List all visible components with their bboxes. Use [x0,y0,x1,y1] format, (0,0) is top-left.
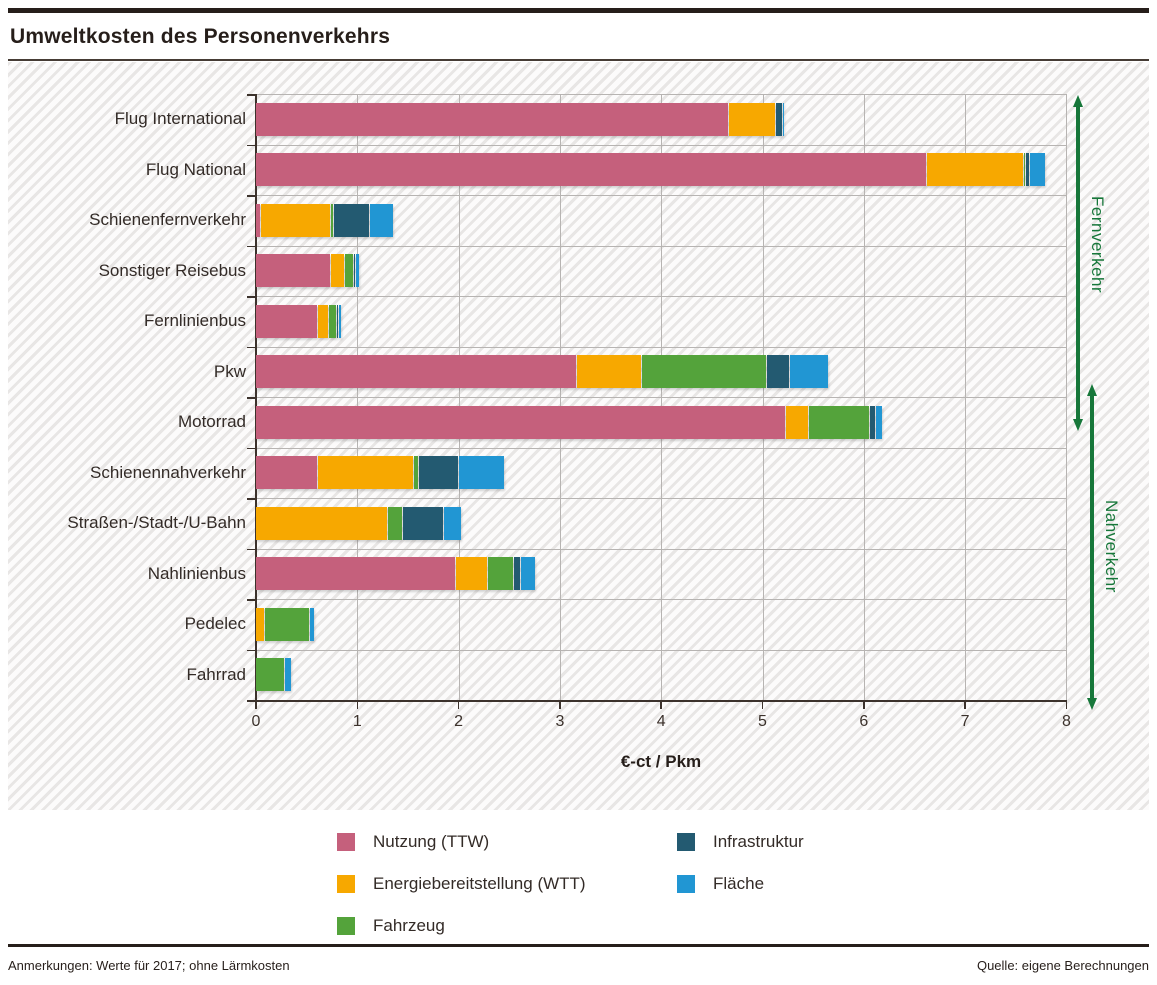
category-label: Pedelec [184,614,246,634]
bar-pedelec [256,608,315,641]
bar-segment [488,557,513,590]
bar-segment [318,456,413,489]
legend-label: Fläche [713,874,765,893]
bar-segment [318,305,328,338]
bar-segment [370,204,392,237]
category-label: Flug International [114,109,246,129]
y-axis-tick [247,246,255,248]
bar-segment [345,254,353,287]
page-title: Umweltkosten des Personenverkehrs [10,25,391,48]
bar-segment [414,456,418,489]
category-label: Fernlinienbus [143,311,246,331]
bar-segment [642,355,766,388]
legend-label: Nutzung (TTW) [373,832,490,851]
bar-flug-international [256,103,785,136]
bar-pkw [256,355,829,388]
bar-fernlinienbus [256,305,342,338]
category-label: Sonstiger Reisebus [98,260,246,280]
x-tick-label: 1 [352,713,362,730]
x-tick-label: 0 [251,713,261,730]
bar-nahlinienbus [256,557,536,590]
bar-segment [456,557,487,590]
category-label: Nahlinienbus [147,563,246,583]
y-axis-tick [247,700,255,702]
x-tick-label: 2 [454,713,464,730]
bar-flug-national [256,153,1046,186]
bar-segment [256,406,785,439]
bar-segment [776,103,782,136]
legend-swatch [337,875,355,893]
bar-segment [514,557,520,590]
bar-segment [265,608,309,641]
x-axis-tick [458,700,460,709]
bar-segment [256,153,926,186]
legend-label: Fahrzeug [373,916,445,935]
y-axis-tick [247,498,255,500]
bar-schienenfernverkehr [256,204,394,237]
bar-segment [786,406,808,439]
bar-segment [809,406,869,439]
bar-segment [790,355,829,388]
legend-label: Infrastruktur [713,832,804,851]
y-axis-tick [247,650,255,652]
legend-swatch [677,875,695,893]
bar-stra-en-stadt-u-bahn [256,507,462,540]
legend-swatch [337,917,355,935]
y-axis-tick [247,599,255,601]
annotation-arrow-shaft [1090,393,1094,701]
x-axis-tick [255,700,257,709]
bar-segment [339,305,341,338]
legend-item [677,874,764,894]
bar-segment [329,305,336,338]
y-axis-tick [247,94,255,96]
bar-segment [521,557,534,590]
bar-segment [577,355,641,388]
bar-fahrrad [256,658,292,691]
x-axis-title: €-ct / Pkm [620,752,702,771]
y-axis-tick [247,397,255,399]
annotation-label: Nahverkehr [1102,500,1121,593]
x-axis-tick [559,700,561,709]
legend-swatch [677,833,695,851]
annotation-arrow-shaft [1076,104,1080,422]
x-axis-tick [762,700,764,709]
bar-segment [459,456,505,489]
x-tick-label: 8 [1061,713,1071,730]
legend-item [677,832,804,852]
bar-segment [256,658,284,691]
category-label: Pkw [213,361,246,381]
x-tick-label: 3 [555,713,565,730]
annotation-arrowhead-down [1087,698,1097,710]
bar-segment [310,608,314,641]
category-label: Schienenfernverkehr [89,210,246,230]
bar-segment [1024,153,1025,186]
bar-segment [337,305,338,338]
bar-segment [783,103,784,136]
bar-segment [256,103,728,136]
legend-item [337,916,445,936]
x-tick-label: 7 [960,713,970,730]
annotation-arrowhead-up [1073,95,1083,107]
bar-segment [256,305,317,338]
bar-segment [767,355,789,388]
bar-segment [256,507,387,540]
bar-segment [256,254,330,287]
bar-segment [331,204,333,237]
legend-item [337,874,586,894]
bar-segment [256,608,264,641]
bar-segment [403,507,444,540]
bar-segment [870,406,875,439]
y-axis-tick [247,195,255,197]
x-axis-tick [357,700,359,709]
annotation-arrowhead-up [1087,384,1097,396]
category-label: Straßen-/Stadt-/U-Bahn [67,513,246,533]
category-label: Fahrrad [186,664,246,684]
y-axis-tick [247,448,255,450]
y-axis-tick [247,145,255,147]
bar-segment [1026,153,1029,186]
bar-segment [356,254,359,287]
bar-segment [388,507,402,540]
bar-segment [876,406,882,439]
bar-segment [354,254,355,287]
bar-segment [285,658,291,691]
bar-segment [419,456,458,489]
bar-sonstiger-reisebus [256,254,360,287]
y-axis-tick [247,549,255,551]
footnote-source: Quelle: eigene Berechnungen [976,958,1149,973]
bar-segment [729,103,775,136]
bar-segment [256,355,576,388]
legend-item [337,832,489,852]
category-label: Flug National [145,159,246,179]
bar-segment [334,204,369,237]
category-label: Motorrad [177,412,246,432]
bar-segment [261,204,330,237]
x-axis-tick [660,700,662,709]
y-axis-tick [247,296,255,298]
bar-schienennahverkehr [256,456,505,489]
bar-segment [256,557,455,590]
bar-segment [444,507,460,540]
bar-segment [1030,153,1045,186]
bar-segment [256,456,317,489]
plot-gridline-vertical [1066,94,1067,700]
x-tick-label: 4 [656,713,666,730]
annotation-arrowhead-down [1073,419,1083,431]
legend-label: Energiebereitstellung (WTT) [373,874,586,893]
bar-segment [256,204,260,237]
x-axis-tick [863,700,865,709]
footnote-annotations: Anmerkungen: Werte für 2017; ohne Lärmkosten [8,958,290,973]
legend-swatch [337,833,355,851]
x-tick-label: 5 [758,713,767,730]
annotation-label: Fernverkehr [1088,196,1107,294]
category-label: Schienennahverkehr [90,462,246,482]
bar-segment [927,153,1023,186]
x-axis-tick [964,700,966,709]
y-axis-tick [247,347,255,349]
x-axis-tick [1066,700,1068,709]
bar-segment [331,254,344,287]
x-tick-label: 6 [859,713,869,730]
legend [0,818,1157,938]
bar-motorrad [256,406,883,439]
footer-rule [8,944,1149,947]
